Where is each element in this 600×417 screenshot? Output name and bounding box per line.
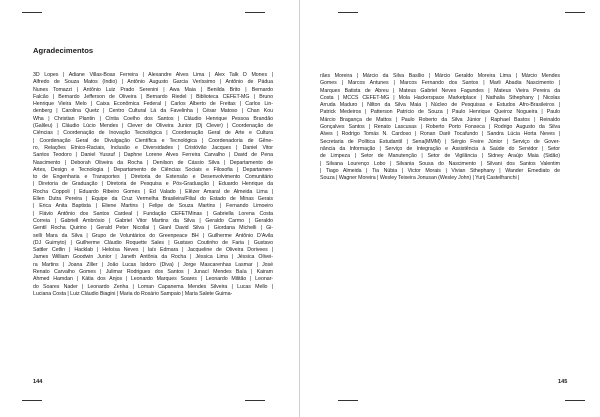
text-line: denberg | Carolina Quetz | Centro Cultural Lá da Favelinha | César Matoso | Chan Kou bbox=[33, 108, 273, 115]
text-line: Wha | Christian Plantin | Cíntia Coelho dos Santos | Cláudio Henrique Pessoa Brandão bbox=[33, 115, 273, 122]
text-line: Renato Carvalho Gomes | Julimar Rodrigues dos Santos | Junací Mendes Baía | Kairam bbox=[33, 269, 273, 276]
text-line: Secretaria de Política Estudantil | Sena(MMM) | Sérgio Freire Júnior | Serviço de Gover- bbox=[320, 138, 560, 145]
text-line: Luciana Costa | Luiz Cláudio Biagini | Maria do Rosário Sampaio | Maria Salete Guima- bbox=[33, 290, 233, 297]
text-line: Márcio Bragança de Mattos | Paulo Roberto da Silva Júnior | Raphael Bastos | Reinaldo bbox=[320, 116, 560, 123]
text-line: selli Mara da Silva | Grupo de Voluntários do Greenpeace BH | Guilherme Antônio D’Ávila bbox=[33, 232, 273, 239]
text-line: Arruda Maduro | Nilton da Silva Maia | Núcleo de Pesquisas e Estudos Afro-Brasileiros | bbox=[320, 102, 560, 109]
text-line: ra Martins | Joana Ziller | João Lucas Isidoro (Diva) | Jorge Mascarenhas Lasmar | José bbox=[33, 261, 273, 268]
text-line: | Érica Anita Baptista | Eliene Martins | Felipe de Souza Martins | Fernando Limoeiro bbox=[33, 203, 273, 210]
text-line: Alves | Rodrigo Tomás N. Cardoso | Ronan Darê Tocafundo | Sandra Lúcia Horta Neves | bbox=[320, 131, 560, 138]
text-line: Ciências | Coordenação de Inovação Tecnológica | Coordenação Geral de Arte e Cultura bbox=[33, 130, 273, 137]
text-line: Henrique Vieira Melo | Caixa Econômica Federal | Carlos Alberto de Freitas | Carlos Lin- bbox=[33, 101, 273, 108]
text-line: Gentil Rocha Quirino | Gerald Peter Nicollai | Gianl David Silva | Giordana Michelli | Gi- bbox=[33, 225, 273, 232]
text-line: de Limpeza | Setor de Manutenção | Setor de Vigilância | Sidney Araújo Maia (Sidão) bbox=[320, 153, 560, 160]
text-line: Souza | Wagner Moreira | Wesley Teixeira Jonusan (Wesley John) | Yurij Castelfranchi | bbox=[320, 175, 520, 182]
crop-mark bbox=[565, 400, 585, 401]
text-line: Artes, Design e Tecnologia | Departamento de Ciências Sociais e Filosofia | Departamen- bbox=[33, 166, 273, 173]
text-line: (DJ Guimyto) | Guilherme Cláudio Roquette Sales | Gustavo Coutinho de Faria | Gustavo bbox=[33, 239, 273, 246]
text-line: do Soares Nader | Leonardo Zenha | Loman Capanema Mendes Silveira | Lucas Mello | bbox=[33, 283, 273, 290]
text-line: Gomes | Marcos Antunes | Marcos Fernando dos Santos | Marli Abadia Nascimento | bbox=[320, 80, 560, 87]
text-line: Nunes Tomazzi | Antônio Luiz Prado Serenini | Awa Maia | Benilda Brito | Bernardo bbox=[33, 86, 273, 93]
text-line: ro, Relações Étnico-Raciais, Inclusão e Diversidades | Cristóvão Jacques | Daniel Vitor bbox=[33, 144, 273, 151]
page-number-left: 144 bbox=[33, 379, 43, 385]
text-line: Nascimento | Deborah Oliveira da Rocha | Denilson de Cássio Silva | Departamento de bbox=[33, 159, 273, 166]
crop-mark bbox=[22, 400, 42, 401]
text-line: | Tiago Almeida | Tia Núbia | Victor Morais | Vivian Sthephany | Wander Emediato de bbox=[320, 167, 560, 174]
text-line: James William Goodwin Junior | Janeth Antônia da Rocha | Jéssica Lima | Jéssica Olivei- bbox=[33, 254, 273, 261]
crop-mark bbox=[338, 12, 358, 13]
crop-mark bbox=[565, 12, 585, 13]
section-heading: Agradecimentos bbox=[33, 46, 94, 55]
right-page bbox=[300, 0, 600, 417]
text-line: Patrick Medeiros | Patterson Patrício de Souza | Paulo Henrique Queiroz Nogueira | Paulo bbox=[320, 109, 560, 116]
text-line: | Coordenação Geral de Divulgação Científica e Tecnológica | Coordenadoria de Gêne- bbox=[33, 137, 273, 144]
text-line: Ahmed Hamdan | Kátia dos Anjos | Leonardo Marques Soares | Leonardo Militão | Leonar- bbox=[33, 276, 273, 283]
text-line: | Silvana Lourenço Lobo | Silvania Sousa do Nascimento | Silvani dos Santos Valentim bbox=[320, 160, 560, 167]
text-line: Falcão | Bernardo Jefferson de Oliveira | Bernardo Riedel | Biblioteca CEFET-MG | Bruno bbox=[33, 93, 273, 100]
acknowledgements-text-left bbox=[33, 72, 273, 298]
text-line: Rocha Coppoli | Eduardo Ribeiro Gomes | Ed Valado | Elêzer Amaral de Almeida Lima | bbox=[33, 188, 273, 195]
page-number-right: 145 bbox=[558, 379, 568, 385]
crop-mark bbox=[245, 400, 265, 401]
text-line: Sattler Cetlin | Hacklab | Heloísa Neves | Iaís Edmara | Jacqueline de Oliveira Dorivees | bbox=[33, 247, 273, 254]
acknowledgements-text-right bbox=[320, 73, 560, 182]
text-line: Santos Teodoro | Daniel Yussuf | Daphne Lorene Alves Ferreira Carvalho | David de Pena bbox=[33, 152, 273, 159]
text-line: Costa | MCCS CEFET-MG | Mola Hackerspace Marketplace | Nathalia Sthephany | Nicolas bbox=[320, 94, 560, 101]
text-line: (Galileu) | Cláudio Lúcio Mendes | Clever de Oliveira Junior (Dj Clever) | Coordenação de bbox=[33, 123, 273, 130]
text-line: rães Moreira | Márcio da Silva Basílio | Márcio Geraldo Moreira Lima | Márcio Mendes bbox=[320, 73, 560, 79]
text-line: Alfredo de Souza Matos (Indio) | Antônio Augusto Garcia Veríssimo | Antônio de Pádua bbox=[33, 79, 273, 86]
text-line: Correia | Gabriell Ambrósio | Gabriel Vitor Martins da Silva | Geraldo Carmo | Geraldo bbox=[33, 217, 273, 224]
text-line: Marques Batista de Abreu | Mateus Gabriel Neves Fagundes | Mateus Vieira Pereira da bbox=[320, 87, 560, 94]
crop-mark bbox=[245, 12, 265, 13]
text-line: | Flávio Antônio dos Santos Cardeal | Fundação CEFETMinas | Gabriella Lorena Costa bbox=[33, 210, 273, 217]
crop-mark bbox=[338, 400, 358, 401]
text-line: nância da Informação | Serviço de Integração e Assistência à Saúde do Servidor | Setor bbox=[320, 145, 560, 152]
text-line: Gonçalves Santos | Renato Lascusas | Roberto Porto Fonseca | Rodrigo Augusto da Silva bbox=[320, 124, 560, 131]
text-line: Ellen Dutra Pereira | Equipe da Cruz Vermelha Brasileira/Filial do Estado de Minas Gerais bbox=[33, 196, 273, 203]
crop-mark bbox=[22, 12, 42, 13]
text-line: to de Engenharia e Transportes | Diretoria de Extensão e Desenvolvimento Comunitário bbox=[33, 174, 273, 181]
text-line: 3D Lopes | Adiane Villas-Boas Ferreira | Alexandre Alves Lima | Alex Talk D Mones | bbox=[33, 72, 273, 78]
text-line: | Diretoria de Graduação | Diretoria de Pesquisa e Pós-Graduação | Eduardo Henrique da bbox=[33, 181, 273, 188]
